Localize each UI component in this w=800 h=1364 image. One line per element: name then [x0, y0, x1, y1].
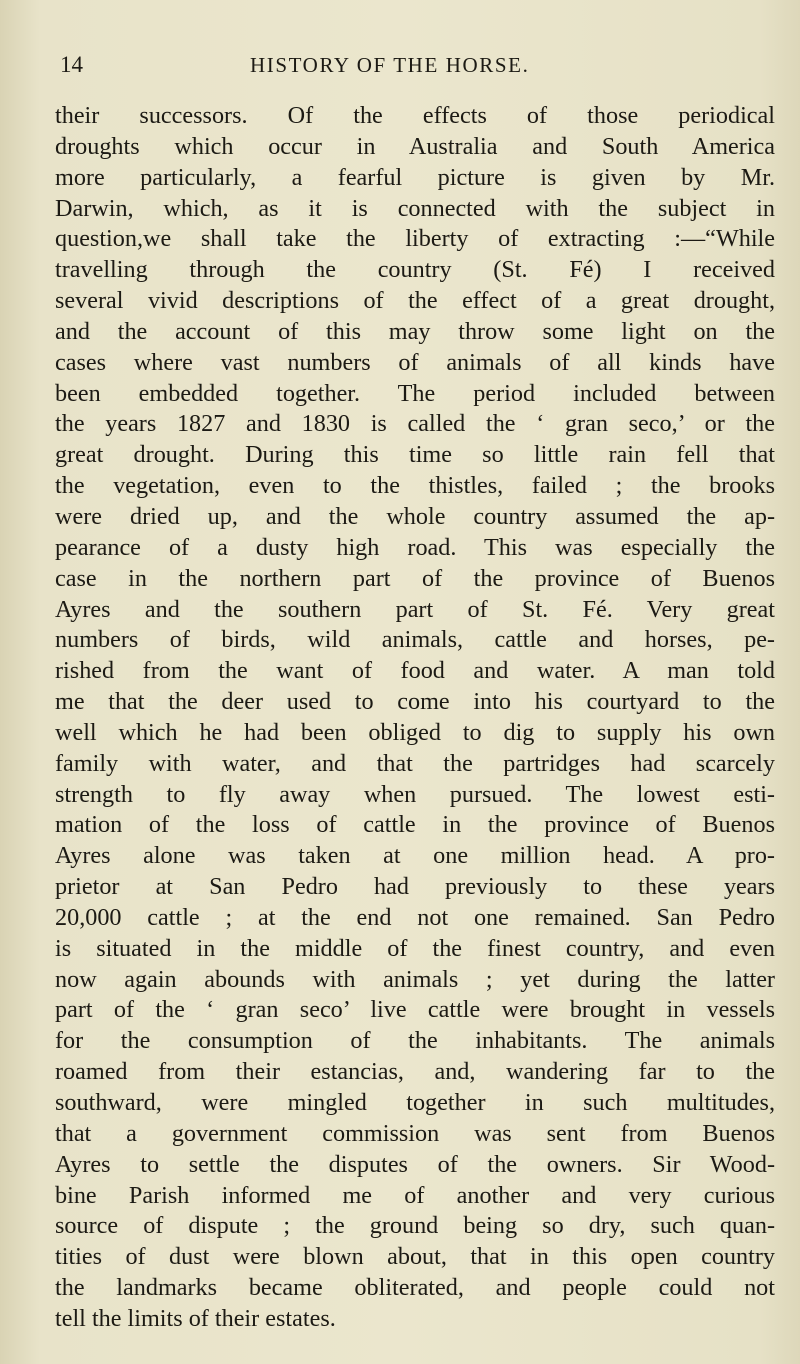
text-line: the years 1827 and 1830 is called the ‘ gran seco,’ or the [55, 410, 775, 438]
text-line: well which he had been obliged to dig to supply his own [55, 718, 775, 746]
text-line: bine Parish informed me of another and very curious [55, 1181, 775, 1209]
text-line: prietor at San Pedro had previously to these years [55, 873, 775, 901]
text-line: that a government commission was sent from Buenos [55, 1119, 775, 1147]
text-line: for the consumption of the inhabitants. The animals [55, 1027, 775, 1055]
text-line: tell the limits of their estates. [55, 1304, 336, 1332]
text-line: great drought. During this time so little rain fell that [55, 441, 775, 469]
page-number: 14 [60, 52, 83, 77]
text-line: travelling through the country (St. Fé) I received [55, 256, 775, 284]
text-line: family with water, and that the partridges had scarcely [55, 749, 775, 777]
text-line: roamed from their estancias, and, wandering far to the [55, 1058, 775, 1086]
text-line: the vegetation, even to the thistles, failed ; the brooks [55, 472, 775, 500]
text-line: part of the ‘ gran seco’ live cattle were brought in vessels [55, 996, 775, 1024]
text-line: southward, were mingled together in such multitudes, [55, 1089, 775, 1116]
text-line: pearance of a dusty high road. This was especially the [55, 533, 775, 561]
text-line: source of dispute ; the ground being so dry, such quan- [55, 1212, 775, 1240]
body-text [55, 101, 775, 1335]
text-line: mation of the loss of cattle in the province of Buenos [55, 811, 775, 839]
text-line: 20,000 cattle ; at the end not one remained. San Pedro [55, 903, 775, 931]
text-line: were dried up, and the whole country assumed the ap- [55, 502, 775, 530]
text-line: Ayres to settle the disputes of the owners. Sir Wood- [55, 1150, 775, 1178]
text-line: the landmarks became obliterated, and people could not [55, 1274, 775, 1302]
text-line: Ayres and the southern part of St. Fé. Very great [55, 595, 775, 623]
text-line: Darwin, which, as it is connected with the subject in [55, 194, 775, 222]
text-line: tities of dust were blown about, that in this open country [55, 1243, 775, 1271]
text-line: Ayres alone was taken at one million head. A pro- [55, 842, 775, 870]
text-line: and the account of this may throw some light on the [55, 317, 775, 345]
text-line: question,we shall take the liberty of extracting :—“While [55, 225, 775, 253]
text-line: case in the northern part of the province of Buenos [55, 564, 775, 592]
text-line: me that the deer used to come into his courtyard to the [55, 688, 775, 716]
text-line: more particularly, a fearful picture is given by Mr. [55, 163, 775, 191]
text-line: now again abounds with animals ; yet during the latter [55, 965, 775, 993]
text-line: cases where vast numbers of animals of all kinds have [55, 348, 775, 376]
text-line: several vivid descriptions of the effect of a great drought, [55, 287, 775, 315]
text-line: droughts which occur in Australia and South America [55, 132, 775, 160]
text-line: their successors. Of the effects of those periodical [55, 102, 775, 129]
text-line: is situated in the middle of the finest country, and even [55, 934, 775, 962]
text-line: strength to fly away when pursued. The lowest esti- [55, 780, 775, 808]
text-line: rished from the want of food and water. A man told [55, 657, 775, 685]
running-head [60, 52, 764, 82]
running-title: HISTORY OF THE HORSE. [250, 53, 530, 77]
text-line: numbers of birds, wild animals, cattle and horses, pe- [55, 626, 775, 654]
text-line: been embedded together. The period included between [55, 379, 775, 407]
